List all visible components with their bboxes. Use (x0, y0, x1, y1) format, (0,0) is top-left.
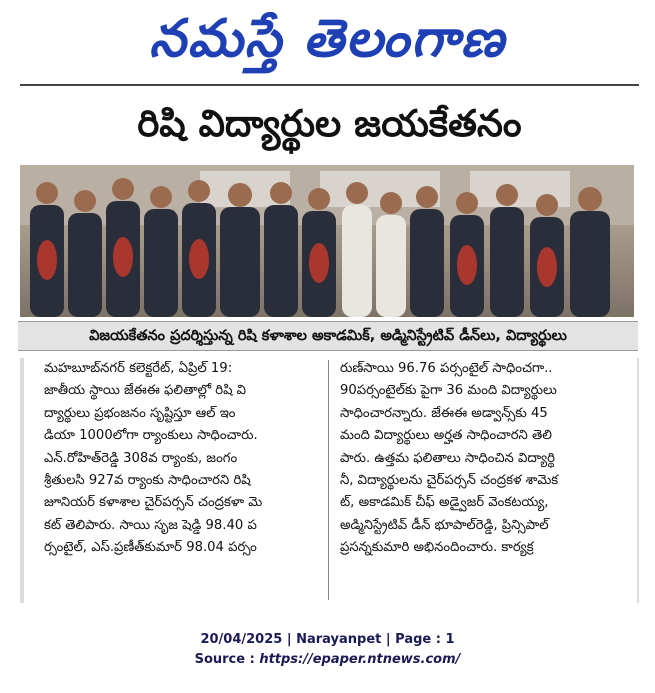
column-divider (328, 360, 329, 600)
right-margin-bar (637, 358, 639, 603)
article-column-left (44, 358, 316, 560)
page-footer (0, 630, 655, 670)
article-line: అడ్మినిస్ట్రేటివ్ డీన్ భూపాల్‌రెడ్డి, ప్రిన్సిపాల్ (340, 517, 549, 533)
article-line: శ్రీతులసి 927వ ర్యాంకు సాధించారని రిషి (44, 473, 251, 489)
article-line: మహబూబ్‌నగర్ కలెక్టరేట్, ఏప్రిల్ 19: (44, 361, 233, 376)
masthead-title: నమస్తే తెలంగాణ (149, 9, 506, 69)
article-line: కట్ తెలిపారు. సాయి సృజ షెడ్డి 98.40 ప (44, 517, 257, 533)
masthead-divider (20, 84, 639, 86)
article-line: రుణ్‌సాయి 96.76 పర్సంటైల్ సాధించగా.. (340, 361, 553, 376)
article-column-right (340, 358, 634, 560)
article-line: సాధించారన్నారు. జేఈఈ అడ్వాన్స్‌కు 45 (340, 405, 548, 421)
article-line: ఎన్.రోహిత్‌రెడ్డి 308వ ర్యాంకు, జంగం (44, 450, 238, 466)
left-margin-bar (20, 358, 24, 603)
newspaper-masthead (0, 0, 655, 82)
article-headline: రిషి విద్యార్థుల జయకేతనం (137, 102, 522, 145)
article-line: జాతీయ స్థాయి జేఈఈ ఫలితాల్లో రిషి వి (44, 383, 247, 399)
article-line: పారు. ఉత్తమ ఫలితాలు సాధించిన విద్యార్థి (340, 450, 555, 466)
edition-info: 20/04/2025 | Narayanpet | Page : 1 (200, 632, 455, 647)
photo-caption: విజయకేతనం ప్రదర్శిస్తున్న రిషి కళాశాల అకాడమిక్, అడ్మినిస్ట్రేటివ్ డీన్‌లు, విద్యార్థులు (18, 321, 638, 351)
article-line: ట్, అకాడమిక్ చీఫ్ అడ్వైజర్ వెంకటయ్య, (340, 495, 549, 511)
source-link[interactable]: https://epaper.ntnews.com/ (259, 652, 461, 667)
article-line: ర్సంటైల్, ఎస్.ప్రణీత్‌కుమార్ 98.04 పర్సం (44, 540, 257, 556)
article-line: ద్యార్థులు ప్రభంజనం సృష్టిస్తూ ఆల్ ఇం (44, 405, 236, 421)
article-line: డియా 1000లోగా ర్యాంకులు సాధించారు. (44, 428, 258, 444)
source-line (0, 650, 655, 670)
article-line: ప్రసన్నకుమారి అభినందించారు. కార్యక్ర (340, 540, 534, 556)
group-photo-illustration (20, 165, 634, 317)
article-line: మంది విద్యార్థులు అర్హత సాధించారని తెలి (340, 428, 552, 444)
article-line: 90పర్సంటైల్‌కు పైగా 36 మంది విద్యార్థులు (340, 383, 557, 399)
article-line: నీ, విద్యార్థులను చైర్‌పర్సన్ చంద్రకళ శామెక (340, 473, 559, 489)
news-photo (20, 165, 634, 317)
article-line: జూనియర్ కళాశాల చైర్‌పర్సన్ చంద్రకళా మె (44, 495, 263, 511)
source-label: Source : (194, 652, 260, 667)
